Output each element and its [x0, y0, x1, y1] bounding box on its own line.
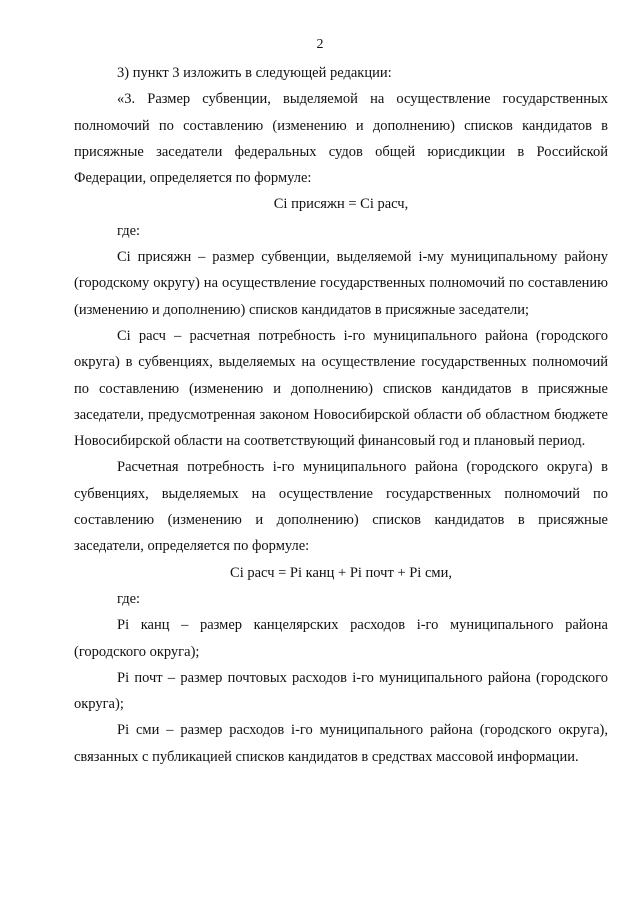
document-body: [74, 60, 608, 770]
where-label: где:: [117, 222, 141, 239]
definition-pi-kants: Pi канц – размер канцелярских расходов i-го муниципального района (городского округа);: [74, 617, 608, 660]
where-label-2: где:: [117, 590, 141, 607]
calculation-intro: Расчетная потребность i-го муниципального района (городского округа) в субвенциях, выделяемых на осуществление государственных полномочий по составлению (изменению и дополнению) списков кандидатов в присяжные заседатели, определяется по формуле:: [74, 459, 608, 555]
page-number: 2: [316, 37, 324, 52]
clause-3-intro: «3. Размер субвенции, выделяемой на осуществление государственных полномочий по составлению (изменению и дополнению) списков кандидатов в присяжные заседатели федеральных судов общей юрисдикции в Российской Федерации, определяется по формуле:: [74, 91, 608, 187]
formula-calculation: Ci расч = Pi канц + Pi почт + Pi сми,: [230, 564, 452, 581]
amendment-instruction: 3) пункт 3 изложить в следующей редакции:: [117, 65, 392, 81]
formula-subvention: Ci присяжн = Ci расч,: [273, 196, 409, 213]
definition-ci-prisyazhn: Ci присяжн – размер субвенции, выделяемой i-му муниципальному району (городскому округу) на осуществление государственных полномочий по составлению (изменению и дополнению) списков кандидатов в присяжные заседатели;: [74, 249, 608, 318]
definition-pi-pocht: Pi почт – размер почтовых расходов i-го муниципального района (городского округа);: [74, 669, 608, 713]
definition-ci-rasch: Ci расч – расчетная потребность i-го муниципального района (городского округа) в субвенциях, выделяемых на осуществление государственных полномочий по составлению (изменению и дополнению) списков кандидатов в присяжные заседатели, предусмотренная законом Новосибирской области об областном бюджете Новосибирской области на соответствующий финансовый год и плановый период.: [74, 327, 608, 450]
definition-pi-smi: Pi сми – размер расходов i-го муниципального района (городского округа), связанных с публикацией списков кандидатов в средствах массовой информации.: [74, 722, 608, 765]
